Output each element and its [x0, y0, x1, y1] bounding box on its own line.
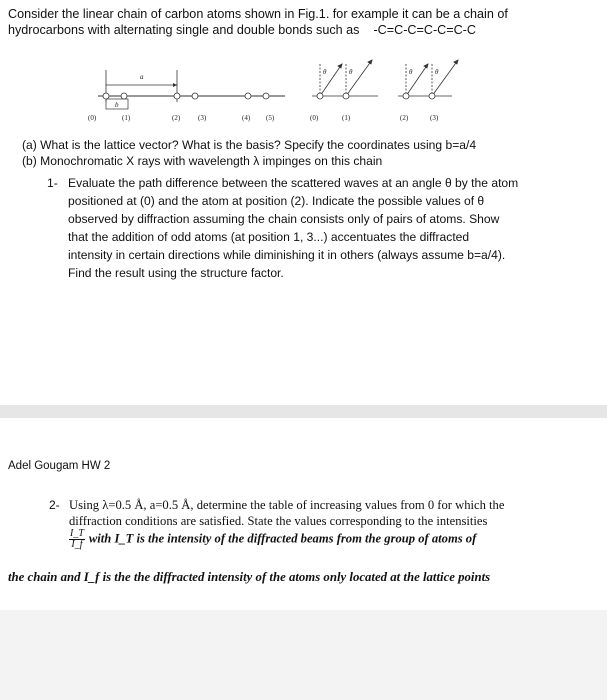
fraction-numerator: I_T — [70, 528, 84, 539]
author-header: Adel Gougam HW 2 — [8, 460, 111, 472]
question-a: (a) What is the lattice vector? What is the basis? Specify the coordinates using b=a/4 — [22, 138, 477, 152]
q2-line-4: the chain and I_f is the the diffracted intensity of the atoms only located at the lattice points — [8, 570, 491, 584]
ray-arrow-1 — [368, 60, 372, 64]
q1-line: Find the result using the structure factor. — [68, 266, 284, 280]
q1-line: intensity in certain directions while diminishing it in others (always assume b=a/4). — [68, 248, 506, 262]
diff-label-1: (1) — [342, 114, 351, 122]
q2-line-2: diffraction conditions are satisfied. State the values corresponding to the intensities — [69, 514, 488, 528]
atom-5 — [263, 93, 269, 99]
question-b: (b) Monochromatic X rays with wavelength λ impinges on this chain — [22, 154, 383, 168]
question-2-number: 2- — [49, 498, 60, 512]
question-2 — [49, 497, 569, 550]
page-separator — [0, 405, 607, 418]
atom-0 — [103, 93, 109, 99]
theta-label-0: θ — [323, 68, 327, 76]
arrow-head-a — [173, 83, 177, 87]
question-1 — [47, 174, 547, 282]
diff-atom-0 — [317, 93, 323, 99]
diff-label-0: (0) — [310, 114, 319, 122]
diff-label-2: (2) — [400, 114, 409, 122]
diff-atom-2 — [403, 93, 409, 99]
fraction-denominator: I_f — [71, 539, 83, 550]
q2-line-1: Using λ=0.5 Å, a=0.5 Å, determine the table of increasing values from 0 for which the — [69, 498, 505, 512]
ray-arrow-0 — [338, 64, 342, 68]
q2-line-3 — [69, 529, 569, 550]
q2-line-3-text: with I_T is the intensity of the diffracted beams from the group of atoms of — [88, 531, 477, 546]
intro-line-2-text: hydrocarbons with alternating single and double bonds such as — [8, 23, 360, 37]
intro-line-1: Consider the linear chain of carbon atoms shown in Fig.1. for example it can be a chain of — [8, 7, 508, 21]
diffraction-diagram — [312, 60, 458, 96]
page-bottom-area — [0, 610, 607, 700]
q1-line: Evaluate the path difference between the scattered waves at an angle θ by the atom — [68, 176, 519, 190]
intro-line-2 — [8, 22, 598, 38]
atom-1 — [121, 93, 127, 99]
chemical-formula: -C=C-C=C-C=C-C — [373, 23, 476, 37]
q1-line: that the addition of odd atoms (at position 1, 3...) accentuates the diffracted — [68, 230, 470, 244]
label-a: a — [140, 73, 144, 81]
ray-arrow-2 — [424, 64, 428, 68]
atom-3 — [192, 93, 198, 99]
diff-atom-3 — [429, 93, 435, 99]
chain-label-0: (0) — [88, 114, 97, 122]
atom-4 — [245, 93, 251, 99]
document-page-2 — [0, 418, 607, 610]
questions-ab — [22, 137, 592, 169]
chain-label-5: (5) — [266, 114, 275, 122]
chain-label-4: (4) — [242, 114, 251, 122]
diff-atom-1 — [343, 93, 349, 99]
intro-paragraph — [8, 6, 598, 38]
ray-arrow-3 — [454, 60, 458, 64]
question-1-body — [68, 174, 547, 282]
question-2-body — [69, 497, 569, 550]
q1-line: positioned at (0) and the atom at position (2). Indicate the possible values of θ — [68, 194, 485, 208]
theta-label-1: θ — [349, 68, 353, 76]
chain-label-1: (1) — [122, 114, 131, 122]
diff-label-3: (3) — [430, 114, 439, 122]
question-1-number: 1- — [47, 176, 58, 190]
intensity-ratio-fraction — [69, 529, 85, 550]
q1-line: observed by diffraction assuming the chain consists only of pairs of atoms. Show — [68, 212, 500, 226]
atom-2 — [174, 93, 180, 99]
chain-label-3: (3) — [198, 114, 207, 122]
theta-label-2: θ — [409, 68, 413, 76]
theta-label-3: θ — [435, 68, 439, 76]
figure-1-carbon-chain — [80, 58, 480, 130]
chain-label-2: (2) — [172, 114, 181, 122]
label-b: b — [115, 101, 119, 109]
ray-1 — [346, 60, 372, 96]
ray-3 — [432, 60, 458, 96]
